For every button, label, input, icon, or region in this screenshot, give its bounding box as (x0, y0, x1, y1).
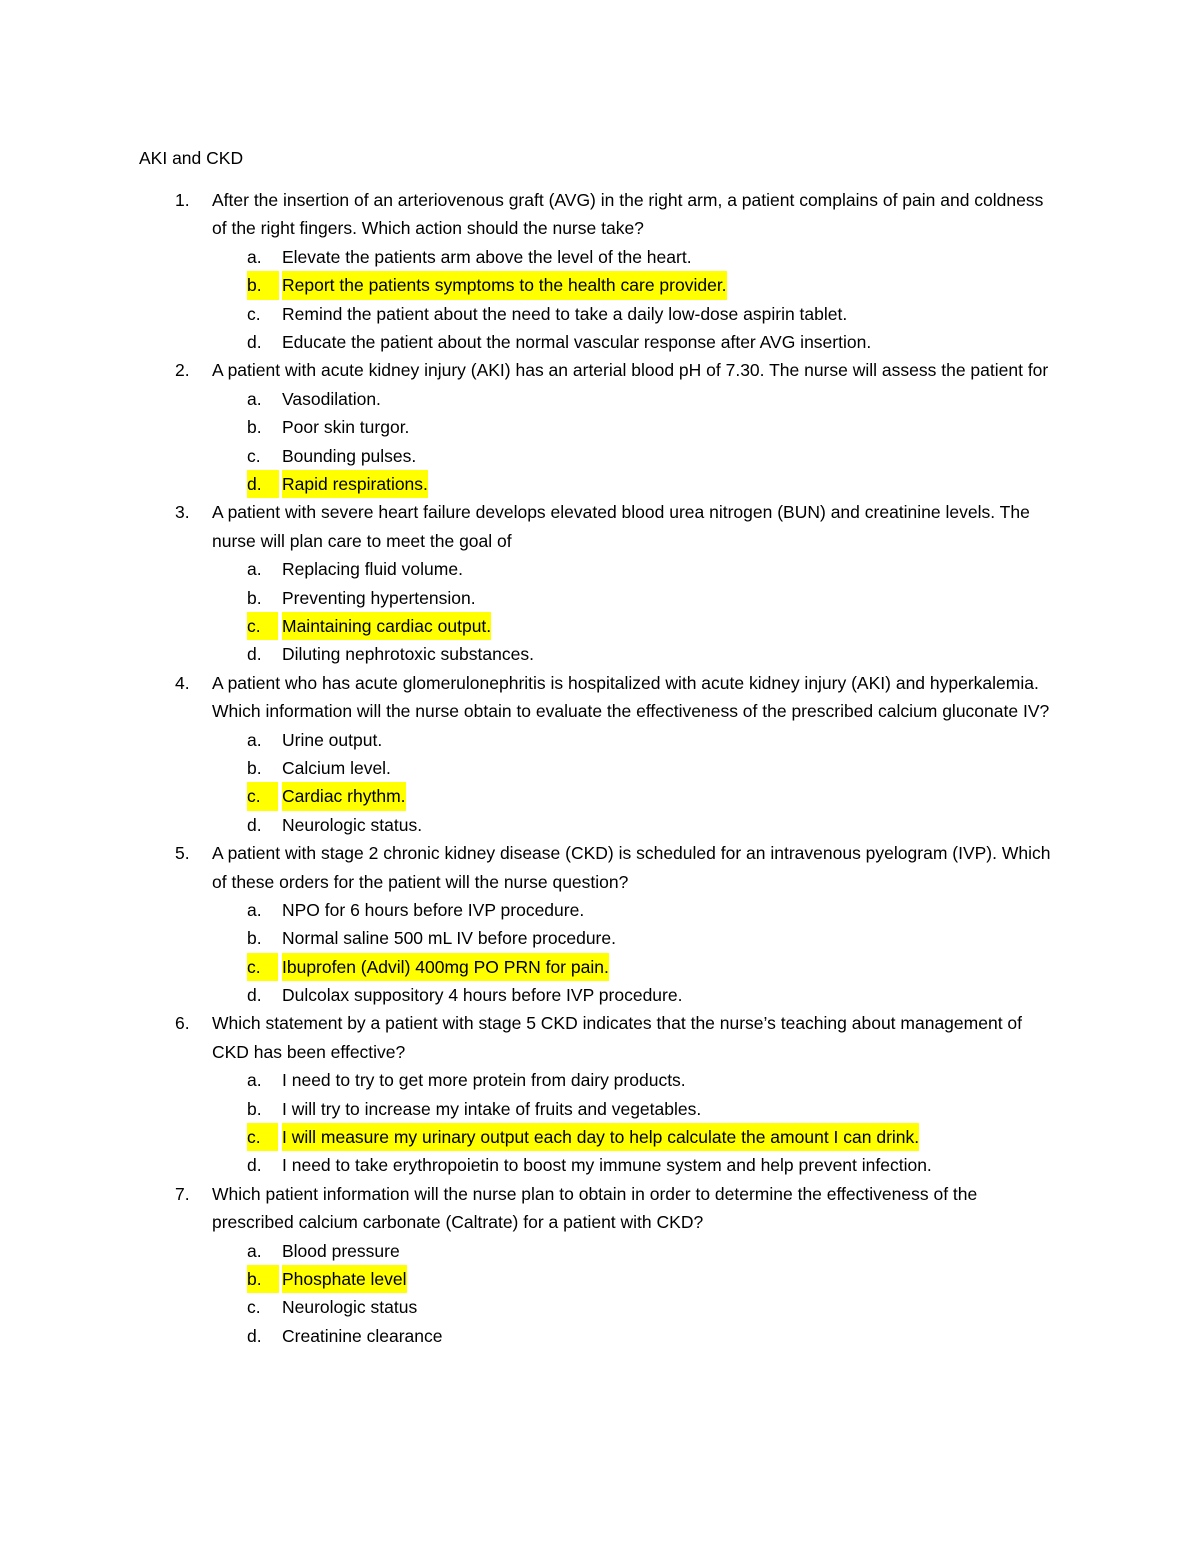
option-text: Cardiac rhythm. (282, 782, 406, 810)
option-text: Poor skin turgor. (282, 417, 410, 438)
question-item (0, 1009, 1200, 1179)
answer-option (0, 924, 1200, 952)
question-item (0, 186, 1200, 356)
answer-option (0, 555, 1200, 583)
answer-option (0, 1237, 1200, 1265)
option-text: Diluting nephrotoxic substances. (282, 644, 534, 665)
option-letter: d. (247, 1325, 262, 1346)
option-letter: d. (247, 1155, 262, 1176)
option-letter: a. (247, 388, 262, 409)
option-letter: d. (247, 644, 262, 665)
option-letter: c. (247, 1297, 261, 1318)
option-letter: a. (247, 1070, 262, 1091)
option-letter: c. (247, 953, 278, 981)
option-text: Remind the patient about the need to take a daily low-dose aspirin tablet. (282, 303, 848, 324)
option-text: I need to try to get more protein from dairy products. (282, 1070, 686, 1091)
question-list (0, 186, 1200, 1350)
answer-option (0, 1066, 1200, 1094)
question-item (0, 356, 1200, 498)
question-number: 1. (175, 190, 190, 210)
option-text: Neurologic status. (282, 814, 423, 835)
option-text: Elevate the patients arm above the level of the heart. (282, 246, 692, 267)
option-letter: d. (247, 470, 279, 498)
option-text: Neurologic status (282, 1297, 418, 1318)
option-text: Blood pressure (282, 1240, 400, 1261)
option-text: Maintaining cardiac output. (282, 612, 491, 640)
option-letter: b. (247, 757, 262, 778)
option-list (0, 385, 1200, 499)
option-text: NPO for 6 hours before IVP procedure. (282, 899, 585, 920)
option-letter: a. (247, 899, 262, 920)
option-letter: d. (247, 331, 262, 352)
option-letter: c. (247, 303, 261, 324)
option-text: Creatinine clearance (282, 1325, 443, 1346)
answer-option (0, 584, 1200, 612)
answer-option-highlighted (0, 953, 1200, 981)
option-text: Bounding pulses. (282, 445, 417, 466)
option-letter: c. (247, 782, 278, 810)
option-text: Vasodilation. (282, 388, 381, 409)
question-text: A patient with acute kidney injury (AKI) has an arterial blood pH of 7.30. The nurse will assess the patient for (212, 360, 1049, 381)
document-title: AKI and CKD (139, 148, 244, 168)
option-text: Calcium level. (282, 757, 391, 778)
answer-option (0, 442, 1200, 470)
option-list (0, 726, 1200, 840)
answer-option-highlighted (0, 612, 1200, 640)
option-letter: c. (247, 1123, 278, 1151)
answer-option (0, 726, 1200, 754)
question-text: A patient who has acute glomerulonephritis is hospitalized with acute kidney injury (AKI) and hyperkalemia. Which information will the nurse obtain to evaluate the effectiveness of the prescribed calcium gluconate IV? (212, 672, 1050, 722)
option-letter: b. (247, 417, 262, 438)
option-letter: a. (247, 729, 262, 750)
option-text: Educate the patient about the normal vascular response after AVG insertion. (282, 331, 872, 352)
option-text: Ibuprofen (Advil) 400mg PO PRN for pain. (282, 953, 609, 981)
answer-option (0, 754, 1200, 782)
answer-option (0, 1095, 1200, 1123)
option-letter: b. (247, 1265, 279, 1293)
answer-option (0, 1293, 1200, 1321)
question-number: 3. (175, 502, 190, 523)
answer-option (0, 328, 1200, 356)
option-list (0, 243, 1200, 357)
answer-option-highlighted (0, 782, 1200, 810)
answer-option (0, 896, 1200, 924)
option-text: Replacing fluid volume. (282, 559, 463, 580)
question-number: 2. (175, 360, 190, 381)
answer-option (0, 385, 1200, 413)
answer-option-highlighted (0, 470, 1200, 498)
answer-option (0, 811, 1200, 839)
question-number: 4. (175, 672, 190, 693)
question-item (0, 498, 1200, 668)
option-text: Phosphate level (282, 1265, 407, 1293)
answer-option (0, 1322, 1200, 1350)
option-list (0, 1237, 1200, 1351)
option-letter: d. (247, 985, 262, 1006)
option-list (0, 1066, 1200, 1180)
answer-option (0, 640, 1200, 668)
option-text: Urine output. (282, 729, 383, 750)
question-text: A patient with stage 2 chronic kidney disease (CKD) is scheduled for an intravenous pyelogram (IVP). Which of these orders for the patient will the nurse question? (212, 843, 1051, 892)
option-letter: b. (247, 928, 262, 949)
option-text: I will measure my urinary output each day to help calculate the amount I can drink. (282, 1123, 919, 1151)
option-letter: a. (247, 1240, 262, 1261)
question-item (0, 1180, 1200, 1350)
question-item (0, 839, 1200, 1009)
question-text: Which statement by a patient with stage 5 CKD indicates that the nurse’s teaching about management of CKD has been effective? (212, 1013, 1023, 1062)
option-text: Dulcolax suppository 4 hours before IVP procedure. (282, 985, 683, 1006)
answer-option (0, 1151, 1200, 1179)
answer-option-highlighted (0, 271, 1200, 299)
answer-option (0, 413, 1200, 441)
option-letter: d. (247, 814, 262, 835)
option-letter: c. (247, 445, 261, 466)
option-text: I will try to increase my intake of fruits and vegetables. (282, 1098, 702, 1119)
question-number: 7. (175, 1183, 190, 1204)
option-letter: b. (247, 271, 279, 299)
answer-option (0, 300, 1200, 328)
option-text: Preventing hypertension. (282, 587, 476, 608)
answer-option-highlighted (0, 1123, 1200, 1151)
question-text: After the insertion of an arteriovenous graft (AVG) in the right arm, a patient complains of pain and coldness of the right fingers. Which action should the nurse take? (212, 190, 1044, 239)
question-text: Which patient information will the nurse plan to obtain in order to determine the effectiveness of the prescribed calcium carbonate (Caltrate) for a patient with CKD? (212, 1183, 978, 1233)
option-letter: b. (247, 587, 262, 608)
option-text: Report the patients symptoms to the health care provider. (282, 271, 727, 299)
option-text: Normal saline 500 mL IV before procedure. (282, 928, 616, 949)
option-letter: a. (247, 559, 262, 580)
question-number: 5. (175, 843, 190, 864)
option-letter: b. (247, 1098, 262, 1119)
option-list (0, 555, 1200, 669)
answer-option (0, 243, 1200, 271)
option-letter: a. (247, 246, 262, 267)
option-text: Rapid respirations. (282, 470, 428, 498)
option-text: I need to take erythropoietin to boost my immune system and help prevent infection. (282, 1155, 932, 1176)
question-item (0, 669, 1200, 839)
option-list (0, 896, 1200, 1010)
answer-option (0, 981, 1200, 1009)
question-text: A patient with severe heart failure develops elevated blood urea nitrogen (BUN) and creatinine levels. The nurse will plan care to meet the goal of (212, 502, 1030, 551)
question-number: 6. (175, 1013, 190, 1034)
answer-option-highlighted (0, 1265, 1200, 1293)
option-letter: c. (247, 612, 278, 640)
